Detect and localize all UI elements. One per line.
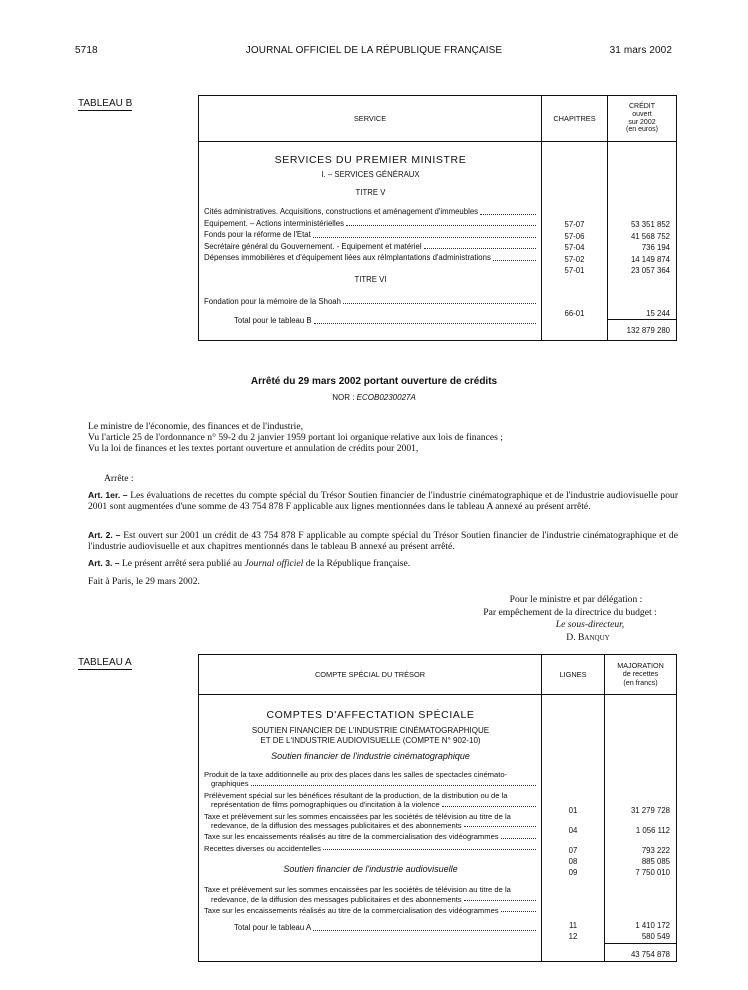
rows-audiovisuel [204, 885, 537, 915]
table-row: Secrétaire général du Gouvernement. - Equipement et matériel [204, 241, 537, 253]
table-row: Fondation pour la mémoire de la Shoah [204, 296, 537, 308]
total-value: 132 879 280 [626, 326, 670, 335]
tableau-a [198, 654, 677, 962]
signature-block: Pour le ministre et par délégation : Par empêchement de la directrice du budget : Le sous-directeur, D. Banquy [460, 594, 680, 644]
col-header-credit: CRÉDIT ouvert sur 2002 (en euros) [608, 96, 677, 142]
fait-a-paris: Fait à Paris, le 29 mars 2002. [88, 576, 200, 587]
section-subheading: I. – SERVICES GÉNÉRAUX [321, 170, 420, 179]
tableau-a-label: TABLEAU A [78, 657, 132, 668]
titre-vi: TITRE VI [354, 274, 387, 284]
col-header-compte: COMPTE SPÉCIAL DU TRÉSOR [199, 655, 542, 695]
table-row: Taxe et prélèvement sur les sommes encaissées par les sociétés de télévision au titre de la redevance, de la diffusion des messages publicitaires et des abonnements [204, 885, 537, 904]
chapitres-column: 57-07 57-06 57-04 57-02 57-01 66-01 [542, 142, 608, 341]
arrete-word: Arrête : [104, 473, 134, 484]
col-header-service: SERVICE [199, 96, 542, 142]
publication-date: 31 mars 2002 [609, 45, 672, 56]
table-row: Taxe et prélèvement sur les sommes encaissées par les sociétés de télévision au titre de la redevance, de la diffusion des messages publicitaires et des abonnements [204, 812, 537, 831]
section-subheading: SOUTIEN FINANCIER DE L'INDUSTRIE CINÉMATOGRAPHIQUE ET DE L'INDUSTRIE AUDIOVISUELLE (COMPTE N° 902-10) [251, 726, 490, 745]
journal-title: JOURNAL OFFICIEL DE LA RÉPUBLIQUE FRANÇAISE [245, 45, 503, 56]
col-header-majoration: MAJORATION de recettes (en francs) [605, 655, 677, 695]
table-row: Taxe sur les encaissements réalisés au titre de la commercialisation des vidéogrammes [204, 832, 537, 841]
col-header-chapitres: CHAPITRES [542, 96, 608, 142]
lignes-column: 01 04 07 08 09 11 12 [542, 695, 605, 962]
table-row: Prélèvement spécial sur les bénéfices résultant de la production, de la distribution ou de la représentation de films pornographiques ou d'incitation à la violence [204, 791, 537, 810]
nor-reference: NOR : ECOB0230027A [332, 393, 416, 402]
titre-v: TITRE V [355, 188, 386, 197]
table-row: Dépenses immobilières et d'équipement liées aux rélmplantations d'administrations [204, 252, 537, 264]
section-cinema: Soutien financier de l'industrie cinématographique [271, 751, 470, 761]
article-1: Art. 1er. – Les évaluations de recettes du compte spécial du Trésor Soutien financier de l'industrie cinématographique et de l'industrie audiovisuelle pour 2001 sont augmentées d'une somme de 43 754 878 F applicable aux lignes mentionnées dans le tableau A annexé au présent arrêté. [88, 490, 679, 512]
total-row: Total pour le tableau A [204, 922, 537, 934]
section-audiovisuel: Soutien financier de l'industrie audiovisuelle [283, 864, 458, 875]
rows-cinema [204, 770, 537, 853]
tableau-b-label: TABLEAU B [78, 98, 133, 109]
page-number: 5718 [75, 45, 98, 56]
total-row: Total pour le tableau B [204, 315, 537, 327]
credit-column: 53 351 852 41 568 752 736 194 14 149 874 23 057 364 15 244 132 879 280 [608, 142, 677, 341]
tableau-a-body [199, 695, 542, 962]
majoration-column: 31 279 728 1 056 112 793 222 885 085 7 750 010 1 410 172 580 549 43 754 878 [605, 695, 677, 962]
table-row: Produit de la taxe additionnelle au prix des places dans les salles de spectacles cinémato- graphiques [204, 770, 537, 789]
table-row: Taxe sur les encaissements réalisés au titre de la commercialisation des vidéogrammes [204, 906, 537, 915]
article-3: Art. 3. – Le présent arrêté sera publié au Journal officiel de la République française. [88, 558, 411, 569]
table-row: Fonds pour la réforme de l'Etat [204, 229, 537, 241]
table-row: Cités administratives. Acquisitions, constructions et aménagement d'immeubles [204, 206, 537, 218]
table-row: Equipement. – Actions interministérielles [204, 218, 537, 230]
signatory-name: D. Banquy [566, 631, 610, 643]
section-heading: SERVICES DU PREMIER MINISTRE [274, 154, 467, 166]
arrete-title: Arrêté du 29 mars 2002 portant ouverture de crédits [250, 376, 498, 387]
table-row: Recettes diverses ou accidentelles [204, 844, 537, 853]
visas: Le ministre de l'économie, des finances et de l'industrie, Vu l'article 25 de l'ordonnance n° 59-2 du 2 janvier 1959 portant loi organique relative aux lois de finances ; Vu la loi de finances et les textes portant ouverture et annulation de crédits pour 2001, [88, 421, 503, 454]
col-header-lignes: LIGNES [542, 655, 605, 695]
tableau-b-body [199, 142, 542, 341]
total-value: 43 754 878 [630, 950, 670, 959]
article-2: Art. 2. – Est ouvert sur 2001 un crédit de 43 754 878 F applicable au compte spécial du Trésor Soutien financier de l'industrie cinématographique et de l'industrie audiovisuelle et aux chapitres mentionnés dans le tableau B annexé au présent arrêté. [88, 530, 678, 552]
tableau-b [198, 95, 677, 341]
section-heading: COMPTES D'AFFECTATION SPÉCIALE [266, 709, 475, 721]
